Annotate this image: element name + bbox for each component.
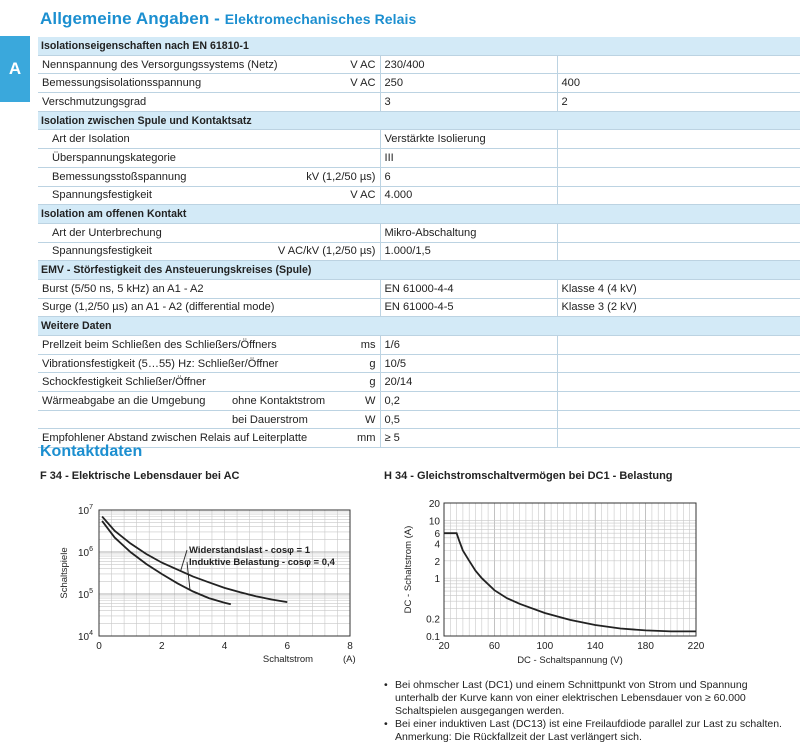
x-tick-label: 20 (438, 641, 450, 652)
spec-label (38, 74, 380, 93)
spec-value-v1: ≥ 5 (380, 429, 557, 448)
section-title-kontaktdaten: Kontaktdaten (40, 443, 143, 460)
spec-label-text: Burst (5/50 ns, 5 kHz) an A1 - A2 (42, 282, 204, 295)
spec-label (38, 336, 380, 355)
spec-value-v2 (557, 242, 800, 261)
spec-label (38, 410, 380, 429)
x-tick-label: 2 (158, 641, 165, 652)
x-tick-label: 4 (221, 641, 228, 652)
section-label: Isolation zwischen Spule und Kontaktsatz (38, 111, 380, 130)
spec-row (38, 186, 800, 205)
spec-row (38, 74, 800, 93)
x-axis-label: DC - Schaltspannung (V) (517, 655, 623, 666)
chart-title-h34: H 34 - Gleichstromschaltvermögen bei DC1 - Belastung (384, 470, 673, 482)
note-item (384, 679, 794, 717)
spec-row (38, 298, 800, 317)
y-tick-label: $10^7$ (77, 504, 93, 517)
spec-unit: V AC/kV (1,2/50 µs) (277, 245, 376, 258)
spec-label-text: Nennspannung des Versorgungssystems (Netz) (42, 58, 278, 71)
spec-section-header (38, 111, 800, 130)
spec-label-text: Vibrationsfestigkeit (5…55) Hz: Schließer/Öffner (42, 357, 279, 370)
y-tick-label: 2 (434, 556, 440, 568)
spec-value-v1: 0,5 (380, 410, 557, 429)
spec-sublabel: ohne Kontaktstrom (232, 394, 326, 407)
spec-label-text: Bemessungsisolationsspannung (42, 77, 202, 90)
spec-row (38, 93, 800, 112)
bullet-icon: • (384, 679, 388, 691)
y-tick-label: 20 (428, 499, 440, 510)
spec-value-v2 (557, 429, 800, 448)
spec-unit: mm (357, 432, 376, 445)
spec-value-v1: 230/400 (380, 55, 557, 74)
spec-value-v2 (557, 392, 800, 411)
spec-row (38, 55, 800, 74)
y-tick-label: 1 (434, 574, 440, 586)
spec-label (38, 373, 380, 392)
spec-row (38, 149, 800, 168)
spec-value-v2 (557, 149, 800, 168)
spec-unit: W (365, 413, 376, 426)
spec-value-v1: Mikro-Abschaltung (380, 223, 557, 242)
spec-value-v1: 1/6 (380, 336, 557, 355)
spec-value-v2 (557, 186, 800, 205)
spec-label (38, 149, 380, 168)
page-title-main: Allgemeine Angaben - (40, 9, 220, 28)
spec-value-v2: 2 (557, 93, 800, 112)
spec-value-v2 (557, 373, 800, 392)
spec-row (38, 429, 800, 448)
note-text: Bei ohmscher Last (DC1) und einem Schnittpunkt von Strom und Spannung unterhalb der Kurve kann von einer elektrischen Lebensdauer von ≥ 60.000 Schaltspielen ausgegangen werden. (395, 679, 748, 717)
section-fill (380, 111, 800, 130)
spec-value-v1: 10/5 (380, 354, 557, 373)
y-tick-label: $10^6$ (77, 546, 93, 559)
spec-label (38, 242, 380, 261)
spec-value-v1: 3 (380, 93, 557, 112)
spec-label (38, 130, 380, 149)
x-axis-unit: (A) (343, 654, 356, 665)
section-fill (380, 317, 800, 336)
y-tick-label: 6 (434, 529, 440, 541)
spec-value-v2 (557, 167, 800, 186)
spec-label (38, 279, 380, 298)
section-fill (380, 205, 800, 224)
section-label: EMV - Störfestigkeit des Ansteuerungskreises (Spule) (38, 261, 380, 280)
spec-value-v1: 20/14 (380, 373, 557, 392)
spec-sublabel: bei Dauerstrom (232, 413, 308, 426)
spec-label-text: Bemessungsstoßspannung (52, 170, 187, 183)
x-tick-label: 180 (637, 641, 654, 652)
spec-label (38, 167, 380, 186)
spec-unit: V AC (350, 189, 376, 202)
page-title (40, 9, 416, 29)
spec-row (38, 223, 800, 242)
chart-h34 (384, 490, 714, 670)
spec-label-text: Art der Unterbrechung (52, 226, 162, 239)
spec-label-text: Surge (1,2/50 µs) an A1 - A2 (differential mode) (42, 301, 275, 314)
spec-value-v2 (557, 410, 800, 429)
y-tick-label: 0.2 (426, 614, 440, 626)
spec-label-text: Wärmeabgabe an die Umgebung (42, 394, 206, 407)
spec-value-v1: 6 (380, 167, 557, 186)
spec-unit: V AC (350, 58, 376, 71)
spec-value-v1: 250 (380, 74, 557, 93)
spec-label (38, 223, 380, 242)
spec-section-header (38, 317, 800, 336)
y-tick-exponent: 7 (89, 504, 93, 511)
y-tick-label: 10 (428, 516, 440, 528)
y-tick-label: 4 (434, 539, 440, 551)
spec-value-v2 (557, 354, 800, 373)
spec-row (38, 130, 800, 149)
spec-label-text: Art der Isolation (52, 133, 130, 146)
spec-section-header (38, 37, 800, 55)
spec-value-v2: Klasse 3 (2 kV) (557, 298, 800, 317)
spec-value-v2 (557, 130, 800, 149)
x-tick-label: 60 (488, 641, 500, 652)
x-tick-label: 0 (96, 641, 102, 652)
spec-section-header (38, 205, 800, 224)
spec-value-v2 (557, 223, 800, 242)
section-tab: A (0, 36, 30, 102)
y-tick-label: $10^5$ (77, 588, 93, 601)
spec-table (38, 37, 800, 448)
spec-label (38, 354, 380, 373)
spec-label (38, 392, 380, 411)
spec-value-v2: 400 (557, 74, 800, 93)
y-axis-label: DC - Schaltstrom (A) (403, 525, 414, 614)
x-tick-label: 6 (284, 641, 291, 652)
spec-label (38, 55, 380, 74)
spec-label (38, 298, 380, 317)
spec-value-v2 (557, 336, 800, 355)
x-tick-label: 8 (347, 641, 353, 652)
spec-section-header (38, 261, 800, 280)
spec-value-v1: 4.000 (380, 186, 557, 205)
spec-unit: V AC (350, 77, 376, 90)
spec-label-text: Prellzeit beim Schließen des Schließers/Öffners (42, 338, 277, 351)
y-tick-exponent: 4 (89, 630, 93, 637)
spec-row (38, 167, 800, 186)
spec-label-text: Schockfestigkeit Schließer/Öffner (42, 376, 206, 389)
spec-label-text: Spannungsfestigkeit (52, 245, 152, 258)
spec-row (38, 242, 800, 261)
chart-f34 (40, 490, 370, 670)
section-label: Weitere Daten (38, 317, 380, 336)
x-tick-label: 220 (687, 641, 705, 652)
section-fill (380, 261, 800, 280)
chart-notes (384, 679, 794, 745)
spec-value-v1: 0,2 (380, 392, 557, 411)
spec-row (38, 373, 800, 392)
spec-value-v1: EN 61000-4-5 (380, 298, 557, 317)
spec-value-v1: Verstärkte Isolierung (380, 130, 557, 149)
spec-label-text (42, 414, 232, 426)
spec-value-v2: Klasse 4 (4 kV) (557, 279, 800, 298)
section-label: Isolation am offenen Kontakt (38, 205, 380, 224)
y-tick-exponent: 6 (89, 546, 93, 553)
spec-unit: W (365, 394, 376, 407)
spec-unit: g (369, 357, 376, 370)
section-fill (380, 37, 800, 55)
series-label-2: Induktive Belastung - cosφ = 0,4 (189, 557, 335, 568)
note-text: Bei einer induktiven Last (DC13) ist eine Freilaufdiode parallel zur Last zu schalten. Anmerkung: Die Rückfallzeit der Last verlängert sich. (395, 718, 782, 744)
note-item (384, 718, 794, 744)
series-label-1: Widerstandslast - cosφ = 1 (189, 545, 311, 556)
y-tick-label: 0.1 (426, 632, 440, 643)
spec-label-text: Empfohlener Abstand zwischen Relais auf Leiterplatte (42, 432, 308, 445)
x-tick-label: 140 (586, 641, 604, 652)
spec-label (38, 186, 380, 205)
spec-row (38, 392, 800, 411)
y-tick-exponent: 5 (89, 588, 93, 595)
spec-unit: g (369, 376, 376, 389)
y-axis-label: Schaltspiele (59, 547, 70, 599)
spec-value-v1: III (380, 149, 557, 168)
spec-value-v2 (557, 55, 800, 74)
spec-unit: ms (360, 338, 376, 351)
spec-unit: kV (1,2/50 µs) (306, 170, 376, 183)
spec-label-text: Spannungsfestigkeit (52, 189, 152, 202)
spec-label-text: Überspannungskategorie (52, 151, 176, 164)
spec-row (38, 410, 800, 429)
bullet-icon: • (384, 718, 388, 731)
spec-row (38, 336, 800, 355)
spec-label-text: Verschmutzungsgrad (42, 95, 147, 108)
spec-label (38, 93, 380, 112)
page-subtitle: Elektromechanisches Relais (224, 11, 417, 27)
spec-row (38, 354, 800, 373)
spec-value-v1: EN 61000-4-4 (380, 279, 557, 298)
spec-row (38, 279, 800, 298)
section-label: Isolationseigenschaften nach EN 61810-1 (38, 37, 380, 55)
x-axis-label: Schaltstrom (262, 654, 314, 665)
y-tick-label: $10^4$ (77, 630, 93, 643)
spec-value-v1: 1.000/1,5 (380, 242, 557, 261)
chart-title-f34: F 34 - Elektrische Lebensdauer bei AC (40, 470, 240, 482)
x-tick-label: 100 (536, 641, 554, 652)
